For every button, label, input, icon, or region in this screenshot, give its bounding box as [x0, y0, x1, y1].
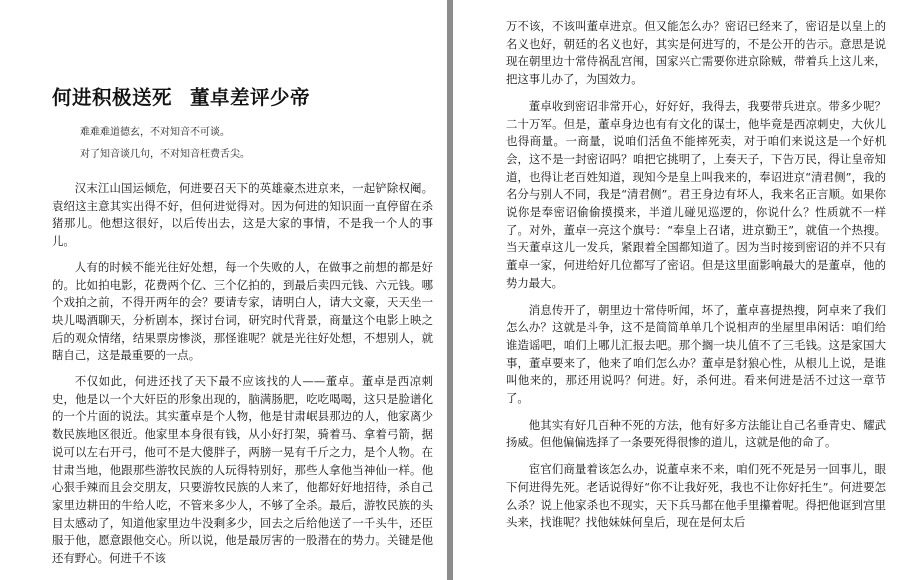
chapter-title	[52, 82, 433, 110]
paragraph: 他其实有好几百种不死的方法，他有好多方法能让自己名垂青史、耀武扬威。但他偏偏选择了一条要死得很惨的道儿，这就是他的命了。	[506, 417, 886, 450]
paragraph: 人有的时候不能光往好处想，每一个失败的人，在做事之前想的都是好的。比如拍电影，花费两个亿、三个亿拍的，到最后卖四元钱、六元钱。哪个戏拍之前，不得开两年的会？要请专家，请明白人，请大文豪，天天坐一块儿喝酒聊天，分析剧本，探讨台词，研究时代背景，商量这个电影上映之后的观众情绪，结果票房惨淡，那怪谁呢？就是光往好处想，不想别人，就瞎自己，这是最重要的一点。	[52, 259, 433, 363]
left-page	[0, 0, 447, 580]
epigraph-poem	[52, 122, 433, 166]
paragraph: 不仅如此，何进还找了天下最不应该找的人——董卓。董卓是西凉刺史，他是以一个大奸臣的形象出现的，脑满肠肥，吃吃喝喝，这只是脸谱化的一个片面的说法。其实董卓是个人物，他是甘肃岷县那边的人，他家离少数民族地区很近。他家里本身很有钱，从小好打架，骑着马、拿着弓箭，据说可以左右开弓，他可不是大傻胖子，两膀一晃有千斤之力，是个人物。在甘肃当地，他跟那些游牧民族的人玩得特别好，那些人拿他当神仙一样。他心狠手辣而且会交朋友，只要游牧民族的人来了，他都好好地招待，杀自己家里边耕田的牛给人吃，不管来多少人，不够了全杀。最后，游牧民族的头目太感动了，知道他家里边牛没剩多少，回去之后给他送了一千头牛，还臣服于他，愿意跟他交心。所以说，他是最厉害的一股潜在的势力。关键是他还有野心。何进千不该	[52, 374, 433, 566]
paragraph-continued: 万不该，不该叫董卓进京。但又能怎么办？密诏已经来了，密诏是以皇上的名义也好，朝廷的名义也好，其实是何进写的，不是公开的告示。意思是说现在朝里边十常侍祸乱宫闱，国家兴亡需要你进京除贼，带着兵上这儿来，把这事儿办了，为国效力。	[506, 19, 886, 87]
paragraph: 宦官们商量着该怎么办，说董卓来不来，咱们死不死是另一回事儿，眼下何进得先死。老话说得好“你不让我好死，我也不让你好托生”。何进要怎么杀？说上他家杀也不现实，天下兵马都在他手里攥着呢。得把他诓到宫里头来，找谁呢？找他妹妹何皇后，现在是何太后	[506, 462, 886, 530]
poem-line-2: 对了知音谈几句，不对知音枉费舌尖。	[80, 149, 250, 160]
poem-line-1: 难难难道德玄，不对知音不可谈。	[80, 127, 230, 138]
paragraph: 董卓收到密诏非常开心，好好好，我得去，我要带兵进京。带多少呢？二十万军。但是，董卓身边也有有文化的谋士，他毕竟是西凉刺史，大伙儿也得商量。一商量，说咱们活鱼不能摔死卖，对于咱们来说这是一个好机会，这不是一封密诏吗？咱把它挑明了，上奏天子，下告万民，得让皇帝知道，也得让老百姓知道，现知今是皇上叫我来的，奉诏进京“清君侧”，我的名分与别人不同，我是“清君侧”。君王身边有坏人，我来名正言顺。如果你说你是奉密诏偷偷摸摸来，半道儿碰见巡逻的，你说什么？性质就不一样了。对外，董卓一亮这个旗号：“奉皇上召诸，进京勤王”，就值一个热搜。当天董卓这儿一发兵，紧跟着全国都知道了。因为当时接到密诏的并不只有董卓一家，何进给好几位都写了密诏。但是这里面影响最大的是董卓，他的势力最大。	[506, 98, 886, 290]
paragraph: 汉末江山国运倾危，何进要召天下的英雄豪杰进京来，一起铲除权阉。袁绍这主意其实出得不好，但何进觉得对。因为何进的知识面一直停留在杀猪那儿。他想这很好，以后传出去，这是大家的事情，不是我一个人的事儿。	[52, 181, 433, 249]
title-part-1: 何进积极送死	[52, 86, 173, 109]
paragraph: 消息传开了，朝里边十常侍听闻，坏了，董卓喜提热搜，阿卓来了我们怎么办？这就是斗争，这不是简简单单几个说相声的坐屋里串闲话：咱们给谁造谣吧，咱们上哪儿汇报去吧。那个搁一块儿值不了三毛钱。这是家国大事，董卓要来了，他来了咱们怎么办？董卓是豺狼心性，从根儿上说，是谁叫他来的，那还用说吗？何进。好，杀何进。看来何进是活不过这一章节了。	[506, 302, 886, 406]
right-page	[453, 0, 900, 580]
title-part-2: 董卓差评少帝	[190, 86, 311, 109]
